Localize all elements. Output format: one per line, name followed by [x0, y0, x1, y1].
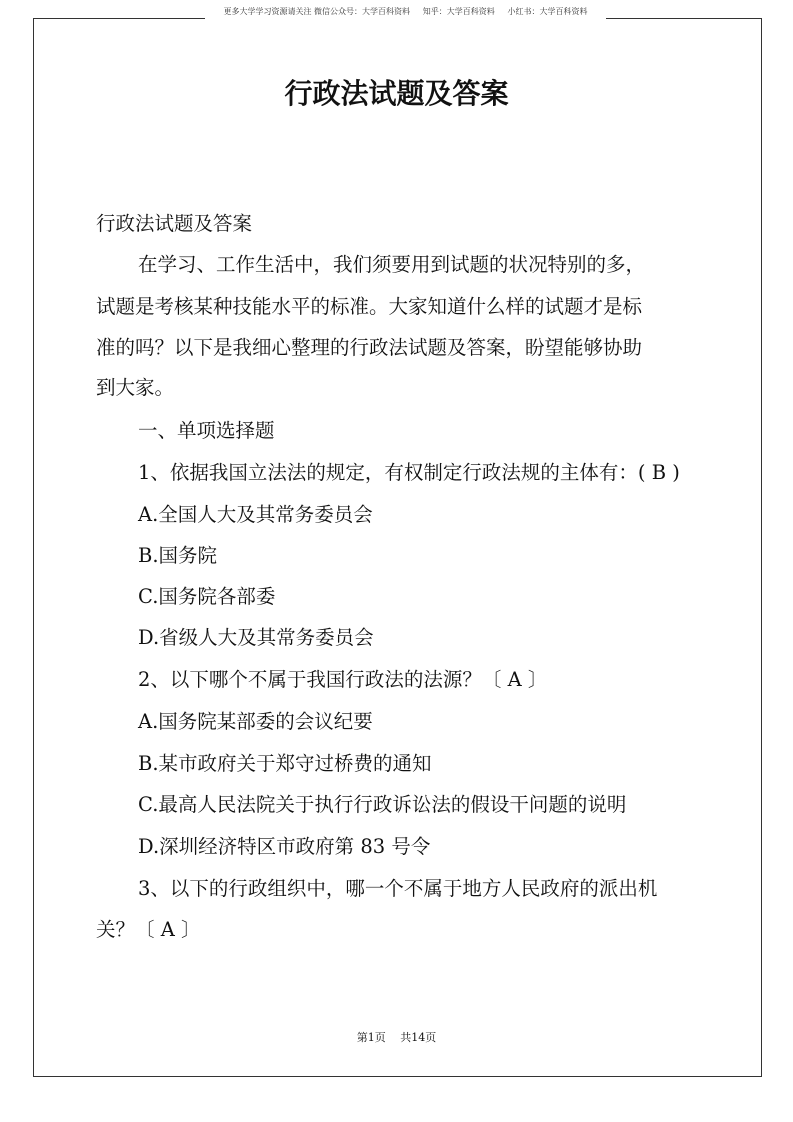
text-line: 3、以下的行政组织中，哪一个不属于地方人民政府的派出机 — [138, 877, 658, 900]
text-line: B.某市政府关于郑守过桥费的通知 — [138, 752, 432, 775]
document-title: 行政法试题及答案 — [284, 77, 509, 110]
text-line: D.省级人大及其常务委员会 — [138, 626, 374, 649]
page-border — [761, 18, 762, 1077]
text-line: A.全国人大及其常务委员会 — [138, 503, 373, 526]
text-line: 到大家。 — [96, 376, 175, 399]
text-line: 2、以下哪个不属于我国行政法的法源？〔 A 〕 — [138, 668, 548, 691]
page-header: 更多大学学习资源请关注 微信公众号：大学百科资料 知乎：大学百科资料 小红书：大学百科资料 — [223, 7, 588, 16]
page-border — [606, 18, 762, 19]
text-line: 试题是考核某种技能水平的标准。大家知道什么样的试题才是标 — [96, 295, 643, 318]
text-line: 在学习、工作生活中，我们须要用到试题的状况特别的多， — [138, 253, 646, 276]
text-line: C.国务院各部委 — [138, 585, 276, 608]
text-line: B.国务院 — [138, 544, 218, 567]
text-line: 1、依据我国立法法的规定，有权制定行政法规的主体有：( B ) — [138, 461, 680, 484]
page-border — [33, 18, 34, 1077]
text-line: 准的吗？以下是我细心整理的行政法试题及答案，盼望能够协助 — [96, 336, 643, 359]
text-line: 关？〔 A 〕 — [96, 918, 201, 941]
text-line: D.深圳经济特区市政府第 83 号令 — [138, 835, 431, 858]
page-border — [33, 1076, 762, 1077]
text-line: 行政法试题及答案 — [96, 212, 253, 235]
text-line: 一、单项选择题 — [138, 419, 275, 442]
text-line: C.最高人民法院关于执行行政诉讼法的假设干问题的说明 — [138, 793, 627, 816]
page-border — [33, 18, 205, 19]
text-line: A.国务院某部委的会议纪要 — [138, 710, 373, 733]
page-footer: 第1页 共14页 — [356, 1031, 437, 1044]
